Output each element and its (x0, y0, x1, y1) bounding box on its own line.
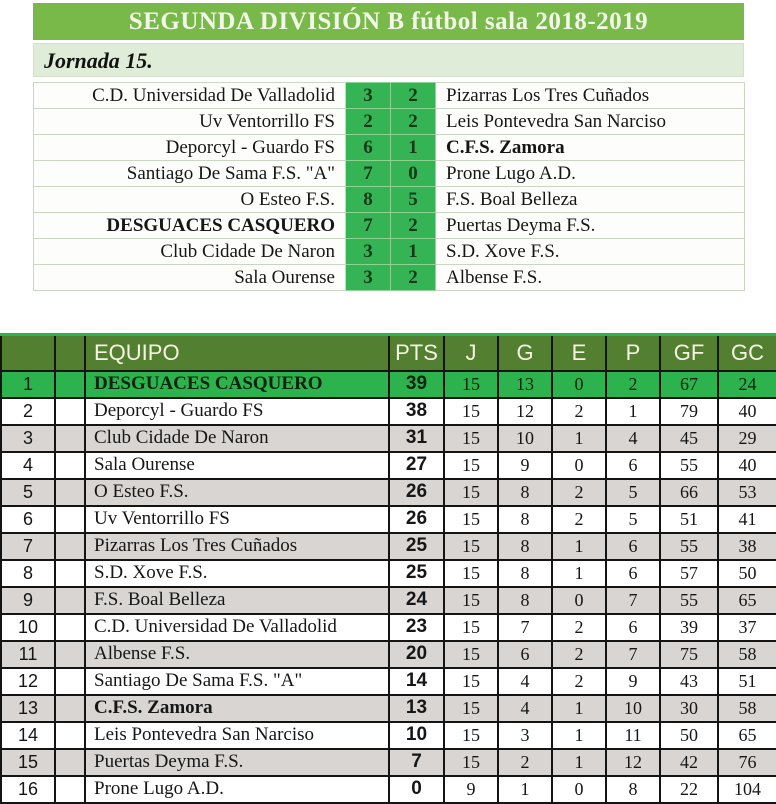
standing-points: 10 (389, 722, 444, 749)
standing-goals-against: 37 (718, 614, 776, 641)
result-row (34, 83, 745, 109)
standing-drawn: 2 (552, 506, 606, 533)
standing-played: 15 (444, 587, 498, 614)
standing-won: 8 (498, 533, 552, 560)
result-home-team: Uv Ventorrillo FS (34, 109, 346, 135)
standing-played: 15 (444, 641, 498, 668)
result-away-team: Prone Lugo A.D. (436, 161, 745, 187)
col-e-header: E (552, 335, 606, 371)
standing-position: 3 (1, 425, 55, 452)
standing-drawn: 0 (552, 371, 606, 398)
standing-won: 9 (498, 452, 552, 479)
standing-lost: 6 (606, 533, 660, 560)
standing-goals-against: 51 (718, 668, 776, 695)
standing-played: 15 (444, 506, 498, 533)
standing-spacer-cell (55, 641, 85, 668)
result-home-team: Sala Ourense (34, 265, 346, 291)
result-away-team: C.F.S. Zamora (436, 135, 745, 161)
standing-won: 2 (498, 749, 552, 776)
col-g-header: G (498, 335, 552, 371)
result-row (34, 213, 745, 239)
standing-team-name: O Esteo F.S. (85, 479, 389, 506)
standing-team-name: Leis Pontevedra San Narciso (85, 722, 389, 749)
result-away-team: F.S. Boal Belleza (436, 187, 745, 213)
standing-points: 27 (389, 452, 444, 479)
col-equipo-header: EQUIPO (85, 335, 389, 371)
standing-drawn: 2 (552, 641, 606, 668)
results-body (34, 83, 745, 291)
standing-played: 15 (444, 668, 498, 695)
table-row (1, 722, 776, 749)
standing-points: 25 (389, 560, 444, 587)
standing-position: 13 (1, 695, 55, 722)
table-row (1, 587, 776, 614)
standing-position: 1 (1, 371, 55, 398)
standing-position: 12 (1, 668, 55, 695)
standing-team-name: Pizarras Los Tres Cuñados (85, 533, 389, 560)
standing-position: 10 (1, 614, 55, 641)
standing-played: 15 (444, 479, 498, 506)
standing-drawn: 2 (552, 398, 606, 425)
standing-played: 9 (444, 776, 498, 803)
standing-played: 15 (444, 722, 498, 749)
standing-points: 38 (389, 398, 444, 425)
standing-spacer-cell (55, 776, 85, 803)
standing-team-name: Albense F.S. (85, 641, 389, 668)
standing-points: 31 (389, 425, 444, 452)
standing-goals-for: 30 (660, 695, 718, 722)
standings-body (1, 371, 776, 803)
standing-won: 8 (498, 479, 552, 506)
result-away-score: 1 (391, 135, 436, 161)
table-row (1, 425, 776, 452)
standing-goals-against: 65 (718, 722, 776, 749)
standing-played: 15 (444, 749, 498, 776)
standing-spacer-cell (55, 749, 85, 776)
standing-spacer-cell (55, 695, 85, 722)
standing-goals-for: 50 (660, 722, 718, 749)
standing-goals-for: 51 (660, 506, 718, 533)
standing-team-name: Uv Ventorrillo FS (85, 506, 389, 533)
col-position-header (1, 335, 55, 371)
standing-played: 15 (444, 398, 498, 425)
standing-team-name: Sala Ourense (85, 452, 389, 479)
standing-position: 16 (1, 776, 55, 803)
standing-goals-for: 42 (660, 749, 718, 776)
result-row (34, 109, 745, 135)
standing-drawn: 2 (552, 668, 606, 695)
standing-spacer-cell (55, 722, 85, 749)
result-home-score: 6 (346, 135, 391, 161)
standing-played: 15 (444, 371, 498, 398)
table-row (1, 452, 776, 479)
col-j-header: J (444, 335, 498, 371)
standing-drawn: 1 (552, 560, 606, 587)
standing-team-name: C.F.S. Zamora (85, 695, 389, 722)
standing-spacer-cell (55, 452, 85, 479)
result-home-score: 3 (346, 265, 391, 291)
standing-goals-for: 39 (660, 614, 718, 641)
standing-spacer-cell (55, 371, 85, 398)
standing-goals-for: 45 (660, 425, 718, 452)
standing-goals-against: 41 (718, 506, 776, 533)
standing-team-name: F.S. Boal Belleza (85, 587, 389, 614)
standing-points: 23 (389, 614, 444, 641)
jornada-label: Jornada 15. (33, 43, 744, 77)
standing-points: 20 (389, 641, 444, 668)
standing-team-name: C.D. Universidad De Valladolid (85, 614, 389, 641)
result-away-score: 0 (391, 161, 436, 187)
standing-lost: 1 (606, 398, 660, 425)
standing-drawn: 0 (552, 776, 606, 803)
standing-goals-against: 65 (718, 587, 776, 614)
standing-team-name: Santiago De Sama F.S. "A" (85, 668, 389, 695)
result-away-team: Puertas Deyma F.S. (436, 213, 745, 239)
result-home-score: 7 (346, 161, 391, 187)
standing-goals-for: 55 (660, 587, 718, 614)
standing-drawn: 0 (552, 452, 606, 479)
standing-lost: 7 (606, 587, 660, 614)
standing-goals-against: 104 (718, 776, 776, 803)
result-home-score: 3 (346, 83, 391, 109)
standing-goals-for: 55 (660, 533, 718, 560)
result-away-score: 2 (391, 213, 436, 239)
standing-won: 13 (498, 371, 552, 398)
standing-lost: 5 (606, 506, 660, 533)
result-home-team: Santiago De Sama F.S. "A" (34, 161, 346, 187)
result-away-score: 5 (391, 187, 436, 213)
standing-lost: 2 (606, 371, 660, 398)
standing-played: 15 (444, 452, 498, 479)
result-away-team: Leis Pontevedra San Narciso (436, 109, 745, 135)
result-row (34, 135, 745, 161)
standing-drawn: 2 (552, 479, 606, 506)
standing-goals-for: 67 (660, 371, 718, 398)
standing-goals-for: 55 (660, 452, 718, 479)
standing-spacer-cell (55, 479, 85, 506)
result-home-score: 2 (346, 109, 391, 135)
table-row (1, 614, 776, 641)
standing-lost: 12 (606, 749, 660, 776)
standing-won: 7 (498, 614, 552, 641)
standing-position: 8 (1, 560, 55, 587)
standing-played: 15 (444, 695, 498, 722)
standing-position: 6 (1, 506, 55, 533)
standing-goals-against: 40 (718, 452, 776, 479)
col-gc-header: GC (718, 335, 776, 371)
standing-points: 13 (389, 695, 444, 722)
standing-team-name: S.D. Xove F.S. (85, 560, 389, 587)
standing-lost: 10 (606, 695, 660, 722)
table-row (1, 533, 776, 560)
result-home-score: 3 (346, 239, 391, 265)
standing-points: 25 (389, 533, 444, 560)
standing-points: 7 (389, 749, 444, 776)
table-row (1, 668, 776, 695)
table-row (1, 560, 776, 587)
standing-won: 8 (498, 506, 552, 533)
standing-position: 11 (1, 641, 55, 668)
standing-drawn: 1 (552, 533, 606, 560)
standing-spacer-cell (55, 668, 85, 695)
standing-goals-against: 53 (718, 479, 776, 506)
result-away-team: Pizarras Los Tres Cuñados (436, 83, 745, 109)
standing-team-name: Prone Lugo A.D. (85, 776, 389, 803)
standing-lost: 8 (606, 776, 660, 803)
result-row (34, 161, 745, 187)
standing-lost: 7 (606, 641, 660, 668)
table-row (1, 479, 776, 506)
standings-table (0, 333, 776, 804)
standing-team-name: DESGUACES CASQUERO (85, 371, 389, 398)
result-home-score: 7 (346, 213, 391, 239)
table-row (1, 398, 776, 425)
result-away-team: Albense F.S. (436, 265, 745, 291)
standing-spacer-cell (55, 560, 85, 587)
standing-position: 4 (1, 452, 55, 479)
standing-goals-for: 79 (660, 398, 718, 425)
standing-lost: 6 (606, 452, 660, 479)
results-table (33, 82, 745, 291)
standing-team-name: Club Cidade De Naron (85, 425, 389, 452)
standing-lost: 9 (606, 668, 660, 695)
standing-won: 1 (498, 776, 552, 803)
table-row (1, 641, 776, 668)
standing-goals-against: 38 (718, 533, 776, 560)
results-section (33, 3, 744, 291)
standing-position: 15 (1, 749, 55, 776)
standing-points: 0 (389, 776, 444, 803)
standing-points: 26 (389, 506, 444, 533)
result-home-score: 8 (346, 187, 391, 213)
standing-goals-for: 43 (660, 668, 718, 695)
standing-drawn: 1 (552, 749, 606, 776)
result-home-team: O Esteo F.S. (34, 187, 346, 213)
standing-spacer-cell (55, 533, 85, 560)
standing-won: 4 (498, 668, 552, 695)
result-away-score: 1 (391, 239, 436, 265)
result-row (34, 265, 745, 291)
table-row (1, 371, 776, 398)
standing-points: 39 (389, 371, 444, 398)
standing-lost: 4 (606, 425, 660, 452)
standing-points: 24 (389, 587, 444, 614)
standing-goals-against: 24 (718, 371, 776, 398)
standing-spacer-cell (55, 425, 85, 452)
standing-position: 14 (1, 722, 55, 749)
standing-position: 5 (1, 479, 55, 506)
standing-team-name: Puertas Deyma F.S. (85, 749, 389, 776)
standing-lost: 5 (606, 479, 660, 506)
col-gf-header: GF (660, 335, 718, 371)
standing-won: 12 (498, 398, 552, 425)
standing-won: 8 (498, 587, 552, 614)
result-away-score: 2 (391, 109, 436, 135)
standing-goals-against: 58 (718, 695, 776, 722)
standing-won: 10 (498, 425, 552, 452)
standing-goals-for: 75 (660, 641, 718, 668)
table-row (1, 749, 776, 776)
result-home-team: C.D. Universidad De Valladolid (34, 83, 346, 109)
standing-lost: 6 (606, 560, 660, 587)
standing-goals-for: 57 (660, 560, 718, 587)
standing-spacer-cell (55, 587, 85, 614)
standing-lost: 6 (606, 614, 660, 641)
standings-header-row (1, 335, 776, 371)
standing-position: 9 (1, 587, 55, 614)
standing-goals-against: 76 (718, 749, 776, 776)
result-home-team: Deporcyl - Guardo FS (34, 135, 346, 161)
col-p-header: P (606, 335, 660, 371)
standing-won: 4 (498, 695, 552, 722)
standing-drawn: 1 (552, 695, 606, 722)
standing-drawn: 1 (552, 425, 606, 452)
standing-spacer-cell (55, 506, 85, 533)
result-home-team: Club Cidade De Naron (34, 239, 346, 265)
standing-lost: 11 (606, 722, 660, 749)
standing-played: 15 (444, 614, 498, 641)
standing-drawn: 0 (552, 587, 606, 614)
col-spacer-header (55, 335, 85, 371)
standing-points: 26 (389, 479, 444, 506)
standing-goals-against: 58 (718, 641, 776, 668)
col-pts-header: PTS (389, 335, 444, 371)
standing-team-name: Deporcyl - Guardo FS (85, 398, 389, 425)
standing-won: 3 (498, 722, 552, 749)
standing-goals-for: 66 (660, 479, 718, 506)
standing-won: 8 (498, 560, 552, 587)
standing-spacer-cell (55, 398, 85, 425)
result-away-team: S.D. Xove F.S. (436, 239, 745, 265)
result-row (34, 239, 745, 265)
standing-position: 7 (1, 533, 55, 560)
standing-played: 15 (444, 425, 498, 452)
standing-spacer-cell (55, 614, 85, 641)
standing-drawn: 2 (552, 614, 606, 641)
standing-goals-for: 22 (660, 776, 718, 803)
standing-drawn: 1 (552, 722, 606, 749)
standing-played: 15 (444, 560, 498, 587)
page-title: SEGUNDA DIVISIÓN B fútbol sala 2018-2019 (33, 3, 744, 40)
standing-goals-against: 29 (718, 425, 776, 452)
standing-goals-against: 50 (718, 560, 776, 587)
standing-position: 2 (1, 398, 55, 425)
result-away-score: 2 (391, 83, 436, 109)
table-row (1, 506, 776, 533)
standing-points: 14 (389, 668, 444, 695)
result-home-team: DESGUACES CASQUERO (34, 213, 346, 239)
table-row (1, 695, 776, 722)
table-row (1, 776, 776, 803)
standing-goals-against: 40 (718, 398, 776, 425)
standing-won: 6 (498, 641, 552, 668)
standing-played: 15 (444, 533, 498, 560)
result-away-score: 2 (391, 265, 436, 291)
result-row (34, 187, 745, 213)
